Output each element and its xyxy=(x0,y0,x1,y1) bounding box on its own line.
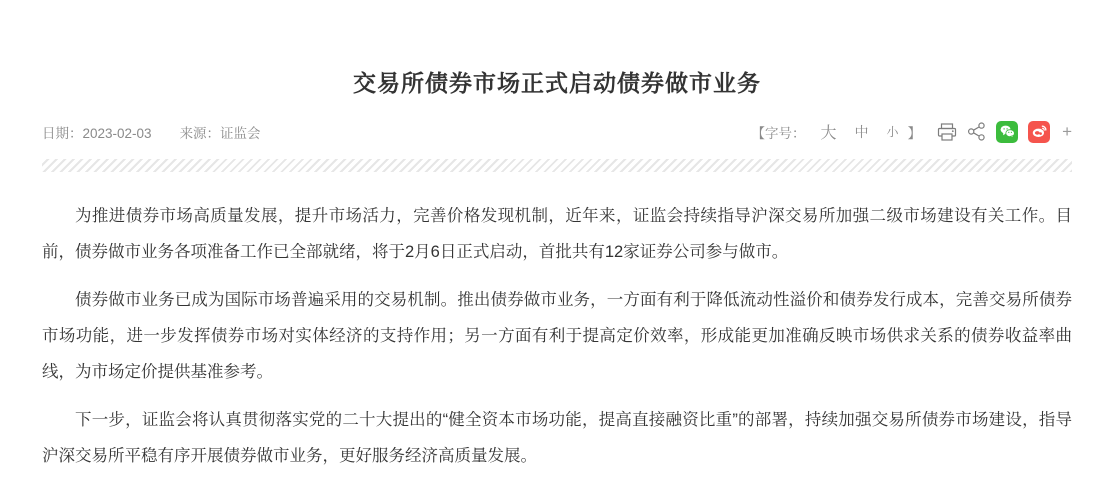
more-share-button[interactable]: + xyxy=(1062,122,1072,142)
fontsize-medium-button[interactable]: 中 xyxy=(854,123,869,140)
article-source: 来源：证监会 xyxy=(179,125,261,141)
share-icon[interactable] xyxy=(967,122,986,141)
article-paragraph: 债券做市业务已成为国际市场普遍采用的交易机制。推出债券做市业务，一方面有利于降低流动性溢价和债券发行成本，完善交易所债券市场功能，进一步发挥债券市场对实体经济的支持作用；另一方面有利于提高定价效率，形成能更加准确反映市场供求关系的债券收益率曲线，为市场定价提供基准参考。 xyxy=(42,290,1072,381)
fontsize-small-button[interactable]: 小 xyxy=(886,125,899,140)
wechat-share-button[interactable] xyxy=(996,121,1018,143)
fontsize-close-bracket: 】 xyxy=(907,125,922,141)
article-page xyxy=(0,15,1114,504)
fontsize-label: 【字号： xyxy=(751,125,806,141)
wechat-icon xyxy=(996,121,1018,143)
article-paragraph: 为推进债券市场高质量发展，提升市场活力，完善价格发现机制，近年来，证监会持续指导沪深交易所加强二级市场建设有关工作。目前，债券做市业务各项准备工作已全部就绪，将于2月6日正式启动，首批共有12家证券公司参与做市。 xyxy=(42,206,1072,261)
publish-date: 日期：2023-02-03 xyxy=(42,125,152,141)
printer-icon[interactable] xyxy=(937,123,957,141)
article-toolbar xyxy=(752,115,1072,149)
meta-left-group xyxy=(42,122,261,142)
fontsize-large-button[interactable]: 大 xyxy=(820,125,837,143)
page-title: 交易所债券市场正式启动债券做市业务 xyxy=(353,70,761,97)
article-body xyxy=(42,198,1072,474)
weibo-share-button[interactable] xyxy=(1028,121,1050,143)
article-meta-row xyxy=(42,115,1072,149)
left-gutter xyxy=(0,15,42,504)
article-paragraph: 下一步，证监会将认真贯彻落实党的二十大提出的“健全资本市场功能，提高直接融资比重”的部署，持续加强交易所债券市场建设，指导沪深交易所平稳有序开展债券做市业务，更好服务经济高质量发展。 xyxy=(42,410,1072,465)
hatched-divider xyxy=(42,159,1072,172)
weibo-icon xyxy=(1028,121,1050,143)
